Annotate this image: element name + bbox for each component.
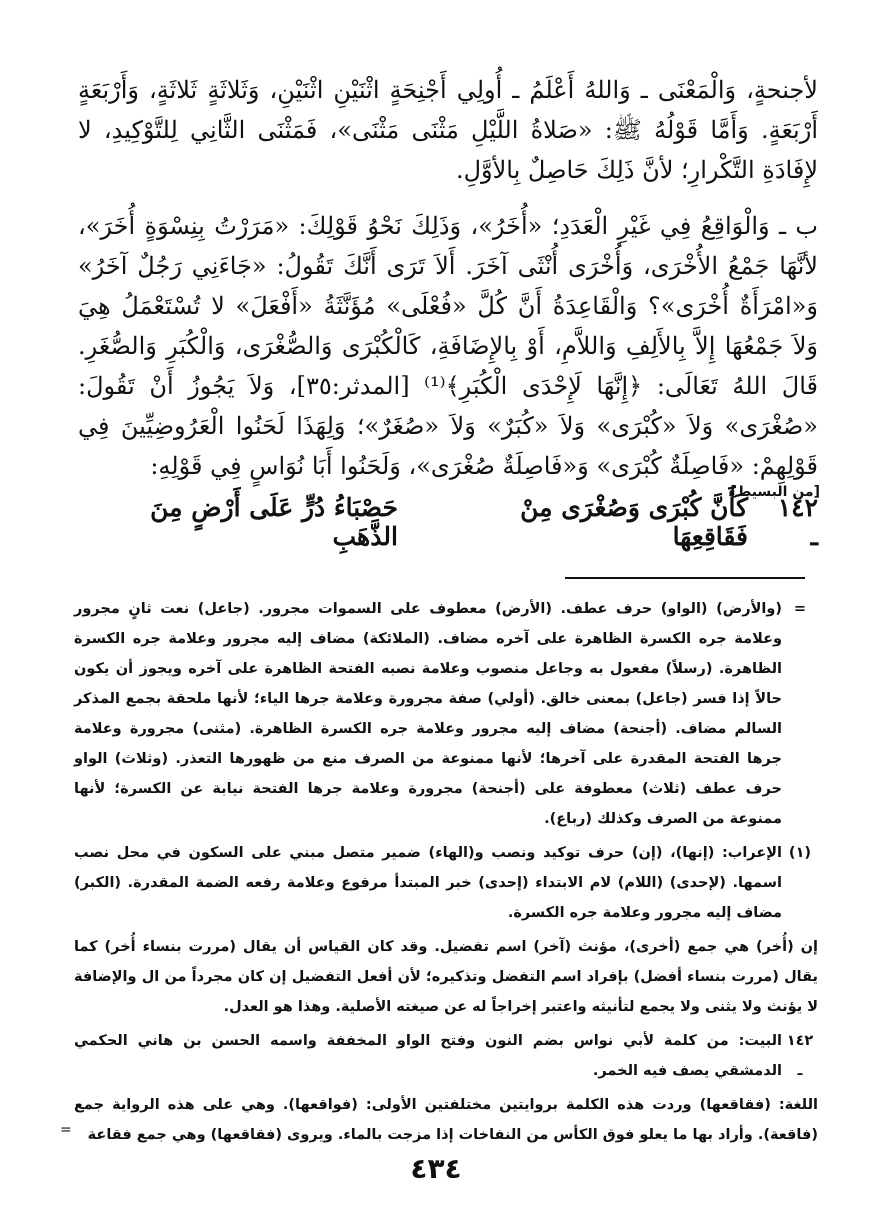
footnote-text: إن (أُخر) هي جمع (أخرى)، مؤنث (آخر) اسم تفضيل. وقد كان القياس أن يقال (مررت بنساء أُخر) كما يقال (مررت بنساء أفضل) بإفراد اسم التفضل وتذكيره؛ لأن أفعل التفضيل إن كان مجرداً من ال والإضافة لا يؤنث ولا يثنى ولا يجمع لتأنيثه واعتبر إخراجاً له عن صيغته الأصلية. وهذا هو العدل. — [74, 939, 818, 1015]
poetry-verse — [78, 493, 818, 551]
footnote-mark: (١) — [788, 845, 812, 861]
footnote-text: (والأرض) (الواو) حرف عطف. (الأرض) معطوف على السموات مجرور. (جاعل) نعت ثانٍ مجرور وعلامة جره الكسرة الظاهرة على آخره مضاف. (الملائكة) مضاف إليه مجرور وعلامة جره الكسرة الظاهرة. (رسلاً) مفعول به وجاعل منصوب وعلامة نصبه الفتحة الظاهرة على آخره ويجوز أن يكون حالاً إذا فسر (جاعل) بمعنى خالق. (أولي) صفة مجرورة وعلامة جرها الياء؛ لأنها ملحقة بجمع المذكر السالم مضاف. (أجنحة) مضاف إليه مجرور وعلامة جره الكسرة الظاهرة. (مثنى) مجرورة وعلامة جرها الفتحة المقدرة على آخرها؛ لأنها ممنوعة من الصرف منع من ظهورها التعذر. (وثلاث) الواو حرف عطف (ثلاث) معطوفة على (أجنحة) مجرورة وعلامة جرها الفتحة نيابة عن الكسرة؛ لأنها ممنوعة من الصرف وكذلك (رباع). — [74, 601, 782, 827]
page-number: ٤٣٤ — [410, 1152, 462, 1185]
paragraph-a: لأجنحةٍ، وَالْمَعْنَى ـ وَاللهُ أَعْلَمُ ـ أُولِي أَجْنِحَةٍ اثْنَيْنِ اثْنَيْنِ، وَثَلاثَةٍ ثَلاثَةٍ، وَأَرْبَعَةٍ أَرْبَعَةٍ. وَأَمَّا قَوْلُهُ ﷺ: «صَلاةُ اللَّيْلِ مَثْنَى مَثْنَى»، فَمَثْنَى الثَّانِي لِلتَّوْكِيدِ، لا لإِفَادَةِ التَّكْرارِ؛ لأنَّ ذَلِكَ حَاصِلٌ بِالأوَّلِ. — [78, 76, 818, 184]
verse-meter-label: [من البسيط] — [730, 484, 820, 500]
verse-hemistich-first: كَأَنَّ كُبْرَى وَصُغْرَى مِنْ فَقَاقِعِهَا — [520, 493, 749, 551]
footnote-verse-142 — [74, 1026, 818, 1086]
verse-number: ١٤٢ ـ — [777, 493, 818, 551]
footnote-continuation — [74, 594, 818, 834]
footnote-mark: = — [793, 601, 807, 617]
main-text — [78, 70, 818, 486]
footnote-mark: ١٤٢ ـ — [786, 1033, 814, 1079]
footnote-text: البيت: من كلمة لأبي نواس بضم النون وفتح الواو المخففة واسمه الحسن بن هاني الحكمي الدمشقي يصف فيه الخمر. — [74, 1033, 782, 1079]
footnote-separator — [565, 577, 805, 579]
footnotes — [74, 594, 818, 1154]
footnote-language — [74, 1090, 818, 1150]
footnote-akhar — [74, 932, 818, 1022]
footnote-text: اللغة: (فقاقعها) وردت هذه الكلمة بروايتين مختلفتين الأولى: (فواقعها). وهي على هذه الرواية جمع (فاقعة). وأراد بها ما يعلو فوق الكأس من النفاخات إذا مزجت بالماء. ويروى (فقاقعها) وهي جمع فقاعة — [74, 1097, 818, 1143]
footnote-1 — [74, 838, 818, 928]
paragraph-b: ب ـ وَالْوَاقِعُ فِي غَيْرِ الْعَدَدِ؛ «أُخَرُ»، وَذَلِكَ نَحْوُ قَوْلِكَ: «مَرَرْتُ بِنِسْوَةٍ أُخَرَ»، لأنَّهَا جَمْعُ الأُخْرَى، وَأُخْرَى أُنْثَى آخَرَ. أَلاَ تَرَى أَنَّكَ تَقُولُ: «جَاءَنِي رَجُلٌ آخَرُ» وَ«امْرَأَةٌ أُخْرَى»؟ وَالْقَاعِدَةُ أَنَّ كُلَّ «فُعْلَى» مُؤَنَّثَةُ «أَفْعَلَ» لا تُسْتَعْمَلُ هِيَ وَلاَ جَمْعُهَا إِلاَّ بِالأَلِفِ وَاللاَّمِ، أَوْ بِالإِضَافَةِ، كَالْكُبْرَى وَالصُّغْرَى، وَالْكُبَرِ وَالصُّغَرِ. قَالَ اللهُ تَعَالَى: ﴿إِنَّهَا لَإِحْدَى الْكُبَرِ﴾⁽¹⁾ [المدثر:٣٥]، وَلاَ يَجُوزُ أَنْ تَقُولَ: «صُغْرَى» وَلاَ «كُبْرَى» وَلاَ «كُبَرٌ» وَلاَ «صُغَرٌ»؛ وَلِهَذَا لَحَنُوا الْعَرُوضِيِّينَ فِي قَوْلِهِمْ: «فَاصِلَةٌ كُبْرَى» وَ«فَاصِلَةٌ صُغْرَى»، وَلَحَنُوا أَبَا نُوَاسٍ فِي قَوْلِهِ: — [78, 212, 818, 480]
continuation-mark: = — [60, 1122, 72, 1138]
footnote-text: الإعراب: (إنها)، (إن) حرف توكيد ونصب و(الهاء) ضمير متصل مبني على السكون في محل نصب اسمها. (لإحدى) (اللام) لام الابتداء (إحدى) خبر المبتدأ مرفوع وعلامة رفعه الضمة المقدرة. (الكبر) مضاف إليه مجرور وعلامة جره الكسرة. — [74, 845, 782, 921]
verse-hemistich-second: حَصْبَاءُ دُرٍّ عَلَى أَرْضٍ مِنَ الذَّهَبِ — [150, 493, 398, 551]
